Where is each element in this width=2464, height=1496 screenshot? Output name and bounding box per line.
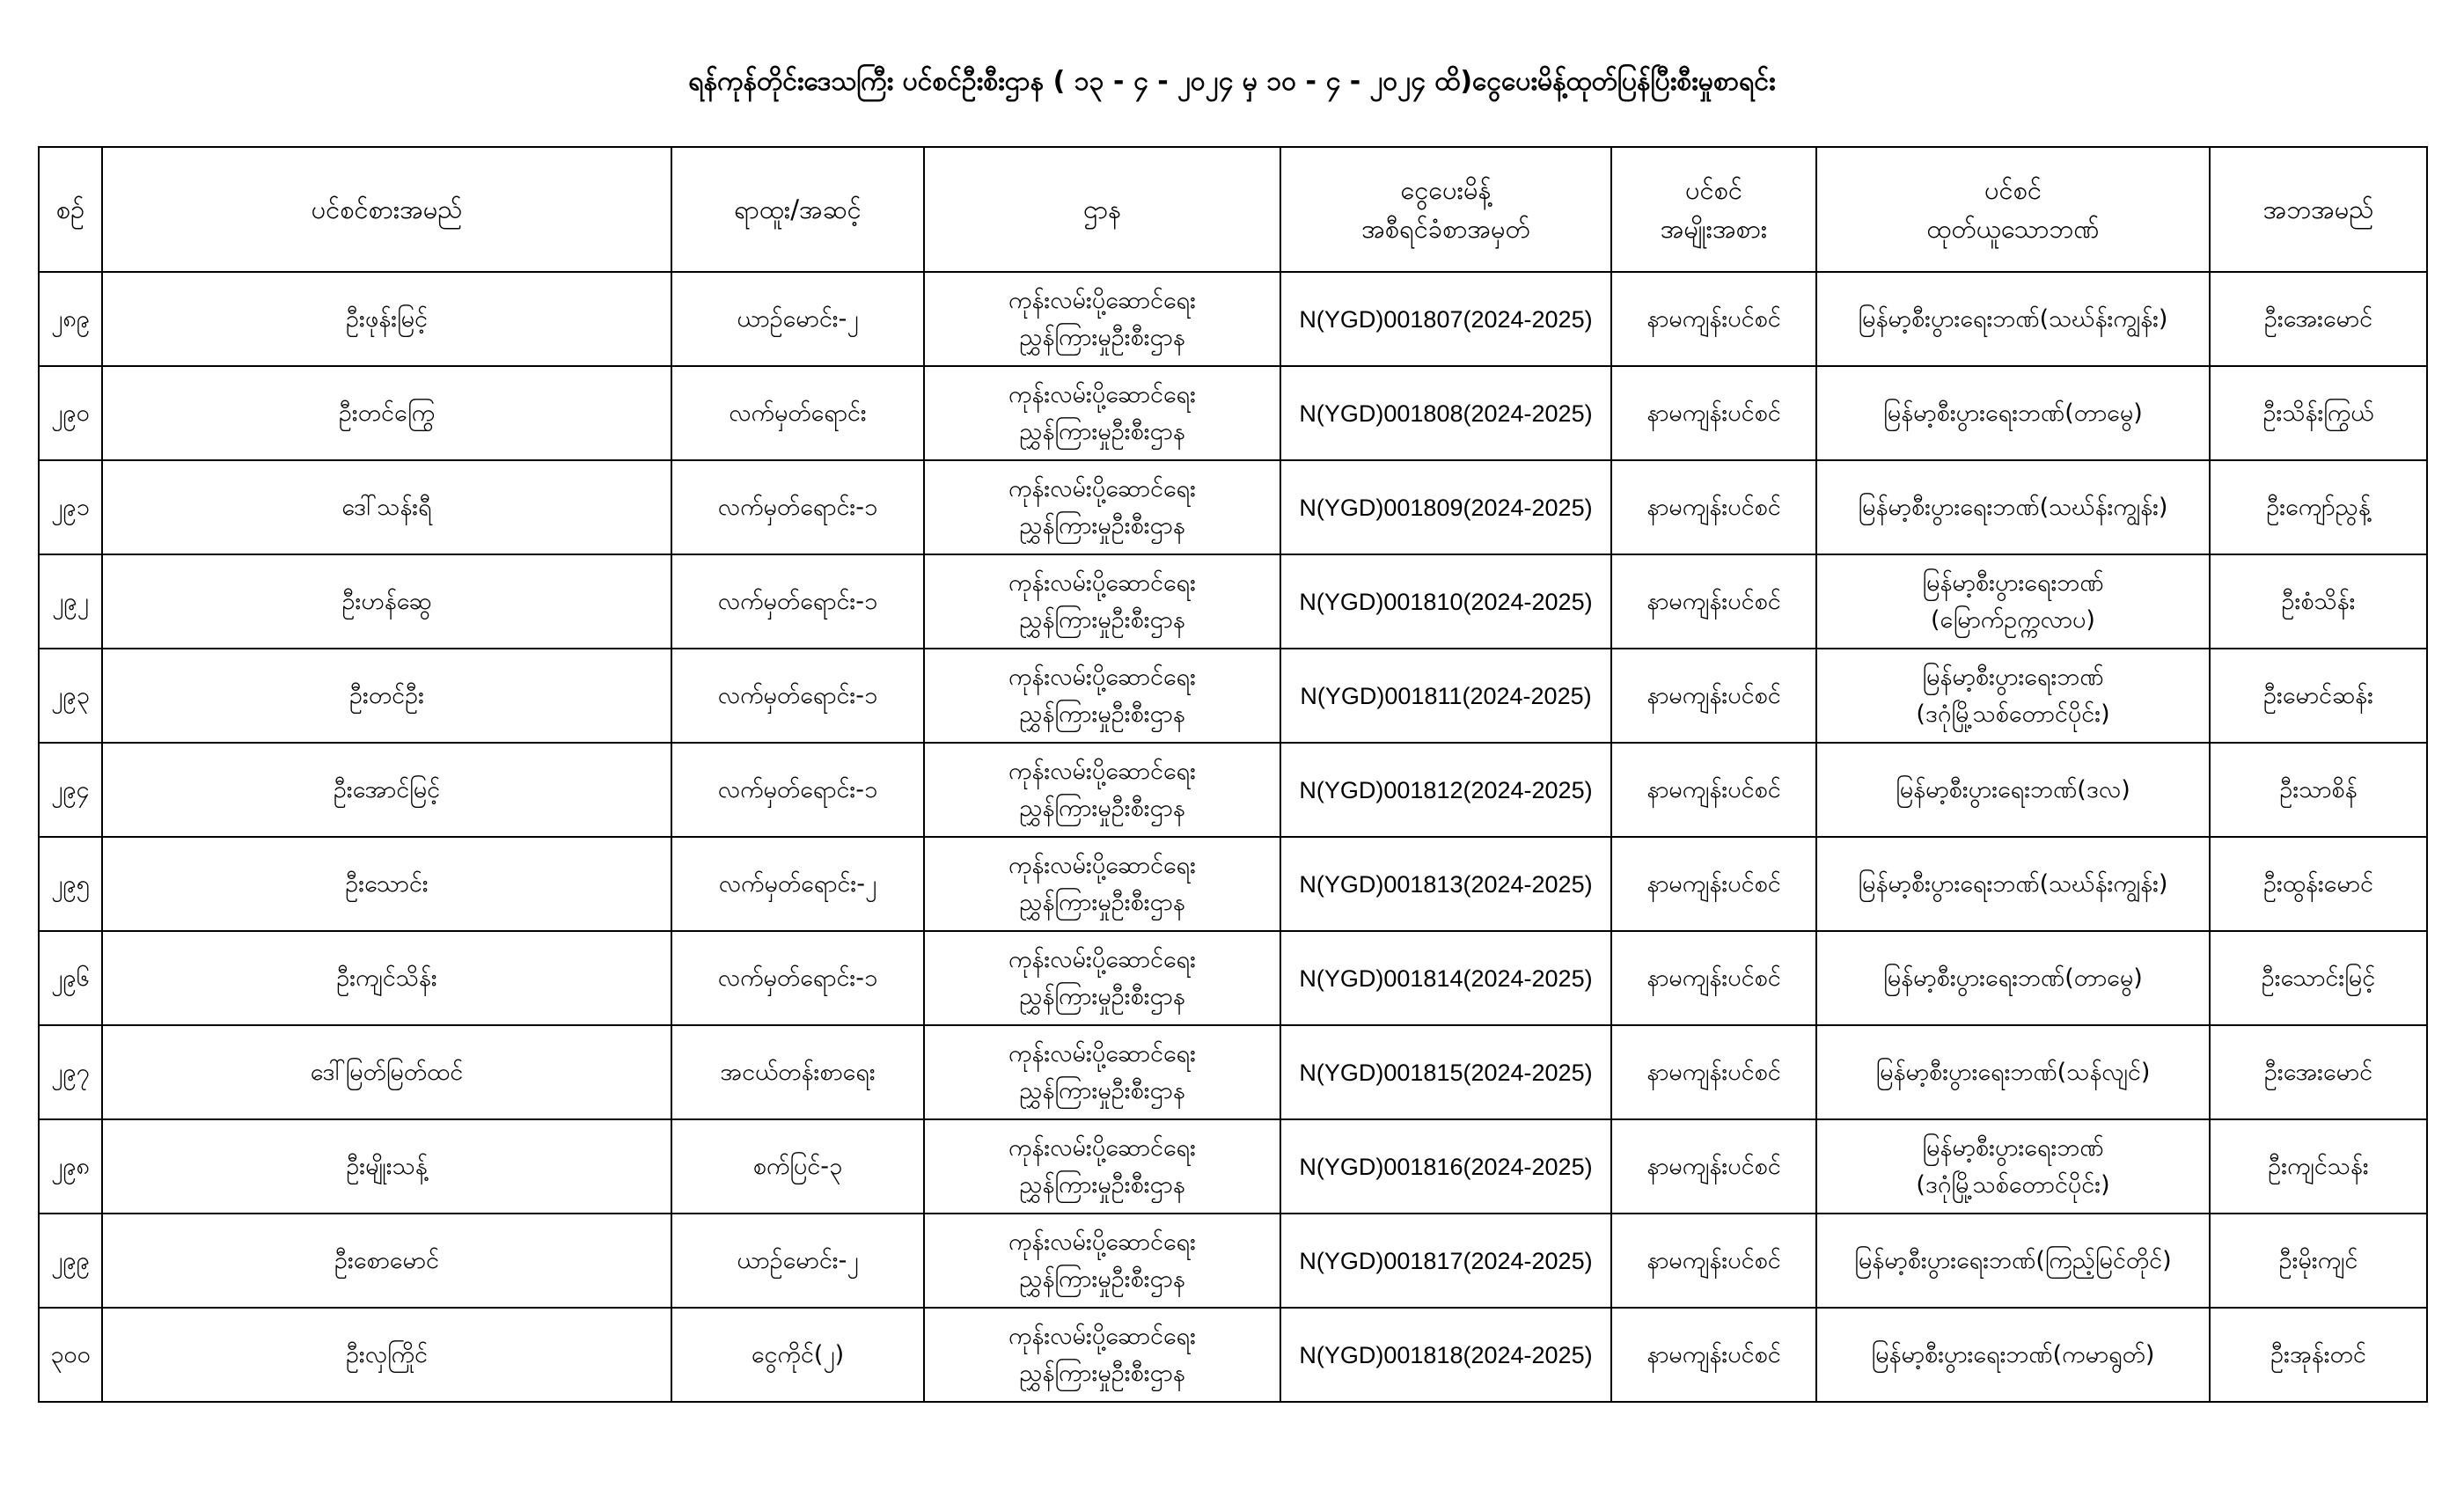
department-line: ကုန်းလမ်းပို့ဆောင်ရေး [1008,474,1197,502]
rank: ယာဉ်မောင်း-၂ [671,272,924,366]
pension-type: နာမကျန်းပင်စင် [1611,460,1816,554]
row-number: ၃၀၀ [39,1308,102,1402]
bank-line: မြန်မာ့စီးပွားရေးဘဏ်(သန်လျင်) [1875,1058,2151,1086]
father-name: ဦးသိန်းကြွယ် [2210,366,2427,460]
header-bank-line: ပင်စင် [1984,175,2042,205]
row-number: ၂၉၅ [39,837,102,931]
department-line: ညွှန်ကြားမှုဦးစီးဌာန [1019,511,1185,539]
pensioner-name: ဦးသောင်း [102,837,671,931]
license-number: N(YGD)001811(2024-2025) [1280,649,1611,743]
table-row [39,649,2427,743]
pension-type: နာမကျန်းပင်စင် [1611,1025,1816,1119]
department-line: ညွှန်ကြားမှုဦးစီးဌာန [1019,323,1185,351]
row-number: ၂၉၆ [39,931,102,1025]
table-row [39,366,2427,460]
bank-line: မြန်မာ့စီးပွားရေးဘဏ်(ကြည့်မြင်တိုင်) [1854,1246,2172,1274]
department [924,366,1280,460]
header-license [1280,147,1611,272]
department [924,1308,1280,1402]
license-number: N(YGD)001807(2024-2025) [1280,272,1611,366]
rank: စက်ပြင်-၃ [671,1119,924,1214]
department-line: ကုန်းလမ်းပို့ဆောင်ရေး [1008,1039,1197,1067]
rank: လက်မှတ်ရောင်း-၁ [671,460,924,554]
bank-line: မြန်မာ့စီးပွားရေးဘဏ်(ဒလ) [1896,775,2130,803]
table-row [39,743,2427,837]
table-row [39,554,2427,649]
bank-line: မြန်မာ့စီးပွားရေးဘဏ်(သဃ်န်းကျွန်း) [1858,493,2168,521]
rank: လက်မှတ်ရောင်း-၁ [671,649,924,743]
bank-line: မြန်မာ့စီးပွားရေးဘဏ် [1922,1133,2104,1162]
header-rank: ရာထူး/အဆင့် [671,147,924,272]
license-number: N(YGD)001815(2024-2025) [1280,1025,1611,1119]
header-type-line: အမျိုးအစား [1660,214,1768,244]
father-name: ဦးကျင်သန်း [2210,1119,2427,1214]
pensioner-name: ဦးဖုန်းမြင့် [102,272,671,366]
rank: လက်မှတ်ရောင်း-၁ [671,554,924,649]
license-number: N(YGD)001816(2024-2025) [1280,1119,1611,1214]
pension-type: နာမကျန်းပင်စင် [1611,649,1816,743]
pensioner-name: ဦးတင်ကြွေ [102,366,671,460]
rank: ငွေကိုင်(၂) [671,1308,924,1402]
bank-line: (ဒဂုံမြို့သစ်တောင်ပိုင်း) [1916,1170,2110,1199]
department [924,272,1280,366]
license-number: N(YGD)001814(2024-2025) [1280,931,1611,1025]
table-header-row [39,147,2427,272]
rank: ယာဉ်မောင်း-၂ [671,1214,924,1308]
pensioner-name: ဦးလှကြိုင် [102,1308,671,1402]
father-name: ဦးမိုးကျင် [2210,1214,2427,1308]
header-name: ပင်စင်စားအမည် [102,147,671,272]
department-line: ကုန်းလမ်းပို့ဆောင်ရေး [1008,757,1197,785]
bank-line: မြန်မာ့စီးပွားရေးဘဏ် [1922,663,2104,691]
table-row [39,837,2427,931]
bank [1816,931,2210,1025]
department-line: ညွှန်ကြားမှုဦးစီးဌာန [1019,1170,1185,1199]
department-line: ကုန်းလမ်းပို့ဆောင်ရေး [1008,663,1197,691]
pension-type: နာမကျန်းပင်စင် [1611,1214,1816,1308]
father-name: ဦးထွန်းမောင် [2210,837,2427,931]
pensioner-name: ဦးမျိုးသန့် [102,1119,671,1214]
department-line: ကုန်းလမ်းပို့ဆောင်ရေး [1008,1133,1197,1162]
table-row [39,1308,2427,1402]
table-row [39,460,2427,554]
bank-line: မြန်မာ့စီးပွားရေးဘဏ်(ကမာရွတ်) [1871,1340,2155,1368]
department-line: ညွှန်ကြားမှုဦးစီးဌာန [1019,1359,1185,1387]
father-name: ဦးကျော်ညွန့် [2210,460,2427,554]
table-body [39,272,2427,1402]
department-line: ညွှန်ကြားမှုဦးစီးဌာန [1019,1076,1185,1104]
department-line: ညွှန်ကြားမှုဦးစီးဌာန [1019,417,1185,445]
rank: လက်မှတ်ရောင်း-၁ [671,743,924,837]
department [924,1025,1280,1119]
header-license-line: အစီရင်ခံစာအမှတ် [1361,214,1530,244]
father-name: ဦးမောင်ဆန်း [2210,649,2427,743]
department-line: ကုန်းလမ်းပို့ဆောင်ရေး [1008,568,1197,597]
license-number: N(YGD)001810(2024-2025) [1280,554,1611,649]
department [924,1119,1280,1214]
department-line: ညွှန်ကြားမှုဦးစီးဌာန [1019,982,1185,1010]
department-line: ကုန်းလမ်းပို့ဆောင်ရေး [1008,1228,1197,1256]
pensioner-name: ဒေါ်သန်းရီ [102,460,671,554]
bank-line: မြန်မာ့စီးပွားရေးဘဏ်(သဃ်န်းကျွန်း) [1858,869,2168,898]
pensioner-name: ဒေါ်မြတ်မြတ်ထင် [102,1025,671,1119]
license-number: N(YGD)001812(2024-2025) [1280,743,1611,837]
father-name: ဦးအုန်းတင် [2210,1308,2427,1402]
bank-line: မြန်မာ့စီးပွားရေးဘဏ် [1922,568,2104,597]
department [924,554,1280,649]
row-number: ၂၉၀ [39,366,102,460]
bank-line: မြန်မာ့စီးပွားရေးဘဏ်(သဃ်န်းကျွန်း) [1858,304,2168,333]
pension-type: နာမကျန်းပင်စင် [1611,837,1816,931]
rank: လက်မှတ်ရောင်း [671,366,924,460]
header-license-line: ငွေပေးမိန့် [1400,175,1492,205]
license-number: N(YGD)001808(2024-2025) [1280,366,1611,460]
department-line: ညွှန်ကြားမှုဦးစီးဌာန [1019,888,1185,916]
pensioner-name: ဦးစောမောင် [102,1214,671,1308]
pension-type: နာမကျန်းပင်စင် [1611,272,1816,366]
page-title: ရန်ကုန်တိုင်းဒေသကြီး ပင်စင်ဦးစီးဌာန ( ၁၃ - ၄ - ၂၀၂၄ မှ ၁၀ - ၄ - ၂၀၂၄ ထိ)ငွေပေးမိန့်ထုတ်ပြန်ပြီးစီးမှုစာရင်း [688,66,1776,97]
pension-type: နာမကျန်းပင်စင် [1611,366,1816,460]
department [924,1214,1280,1308]
pension-type: နာမကျန်းပင်စင် [1611,1119,1816,1214]
bank-line: (မြောက်ဥက္ကလာပ) [1931,605,2095,634]
pensioner-name: ဦးဟန်ဆွေ [102,554,671,649]
department-line: ကုန်းလမ်းပို့ဆောင်ရေး [1008,945,1197,973]
bank [1816,837,2210,931]
bank [1816,554,2210,649]
pensioner-name: ဦးအောင်မြင့် [102,743,671,837]
table-row [39,272,2427,366]
row-number: ၂၉၇ [39,1025,102,1119]
row-number: ၂၉၈ [39,1119,102,1214]
bank [1816,1214,2210,1308]
row-number: ၂၈၉ [39,272,102,366]
header-bank-line: ထုတ်ယူသောဘဏ် [1926,214,2100,244]
row-number: ၂၉၃ [39,649,102,743]
license-number: N(YGD)001813(2024-2025) [1280,837,1611,931]
department-line: ညွှန်ကြားမှုဦးစီးဌာန [1019,700,1185,728]
bank [1816,743,2210,837]
department [924,931,1280,1025]
table-row [39,1214,2427,1308]
table-row [39,1025,2427,1119]
father-name: ဦးစံသိန်း [2210,554,2427,649]
bank [1816,1119,2210,1214]
pension-type: နာမကျန်းပင်စင် [1611,554,1816,649]
bank [1816,649,2210,743]
row-number: ၂၉၂ [39,554,102,649]
license-number: N(YGD)001809(2024-2025) [1280,460,1611,554]
bank [1816,1308,2210,1402]
license-number: N(YGD)001818(2024-2025) [1280,1308,1611,1402]
rank: လက်မှတ်ရောင်း-၁ [671,931,924,1025]
row-number: ၂၉၄ [39,743,102,837]
license-number: N(YGD)001817(2024-2025) [1280,1214,1611,1308]
father-name: ဦးအေးမောင် [2210,272,2427,366]
father-name: ဦးအေးမောင် [2210,1025,2427,1119]
pension-type: နာမကျန်းပင်စင် [1611,1308,1816,1402]
row-number: ၂၉၉ [39,1214,102,1308]
department-line: ကုန်းလမ်းပို့ဆောင်ရေး [1008,1322,1197,1350]
department [924,460,1280,554]
rank: လက်မှတ်ရောင်း-၂ [671,837,924,931]
department-line: ကုန်းလမ်းပို့ဆောင်ရေး [1008,380,1197,408]
bank-line: မြန်မာ့စီးပွားရေးဘဏ်(တာမွေ) [1883,964,2143,992]
bank [1816,1025,2210,1119]
bank [1816,272,2210,366]
department-line: ညွှန်ကြားမှုဦးစီးဌာန [1019,1265,1185,1293]
father-name: ဦးသာစိန် [2210,743,2427,837]
pension-type: နာမကျန်းပင်စင် [1611,931,1816,1025]
row-number: ၂၉၁ [39,460,102,554]
department-line: ညွှန်ကြားမှုဦးစီးဌာန [1019,794,1185,822]
department [924,649,1280,743]
rank: အငယ်တန်းစာရေး [671,1025,924,1119]
header-father: အဘအမည် [2210,147,2427,272]
bank [1816,460,2210,554]
pensioner-name: ဦးကျင်သိန်း [102,931,671,1025]
header-type [1611,147,1816,272]
department-line: ညွှန်ကြားမှုဦးစီးဌာန [1019,605,1185,634]
table-row [39,931,2427,1025]
bank-line: (ဒဂုံမြို့သစ်တောင်ပိုင်း) [1916,700,2110,728]
bank-line: မြန်မာ့စီးပွားရေးဘဏ်(တာမွေ) [1883,399,2143,427]
header-type-line: ပင်စင် [1684,175,1743,205]
father-name: ဦးသောင်းမြင့် [2210,931,2427,1025]
department-line: ကုန်းလမ်းပို့ဆောင်ရေး [1008,286,1197,314]
pension-table [38,146,2428,1403]
pension-type: နာမကျန်းပင်စင် [1611,743,1816,837]
pensioner-name: ဦးတင်ဦး [102,649,671,743]
department [924,837,1280,931]
header-no: စဉ် [39,147,102,272]
table-row [39,1119,2427,1214]
bank [1816,366,2210,460]
department-line: ကုန်းလမ်းပို့ဆောင်ရေး [1008,851,1197,879]
header-bank [1816,147,2210,272]
department [924,743,1280,837]
header-department: ဌာန [924,147,1280,272]
